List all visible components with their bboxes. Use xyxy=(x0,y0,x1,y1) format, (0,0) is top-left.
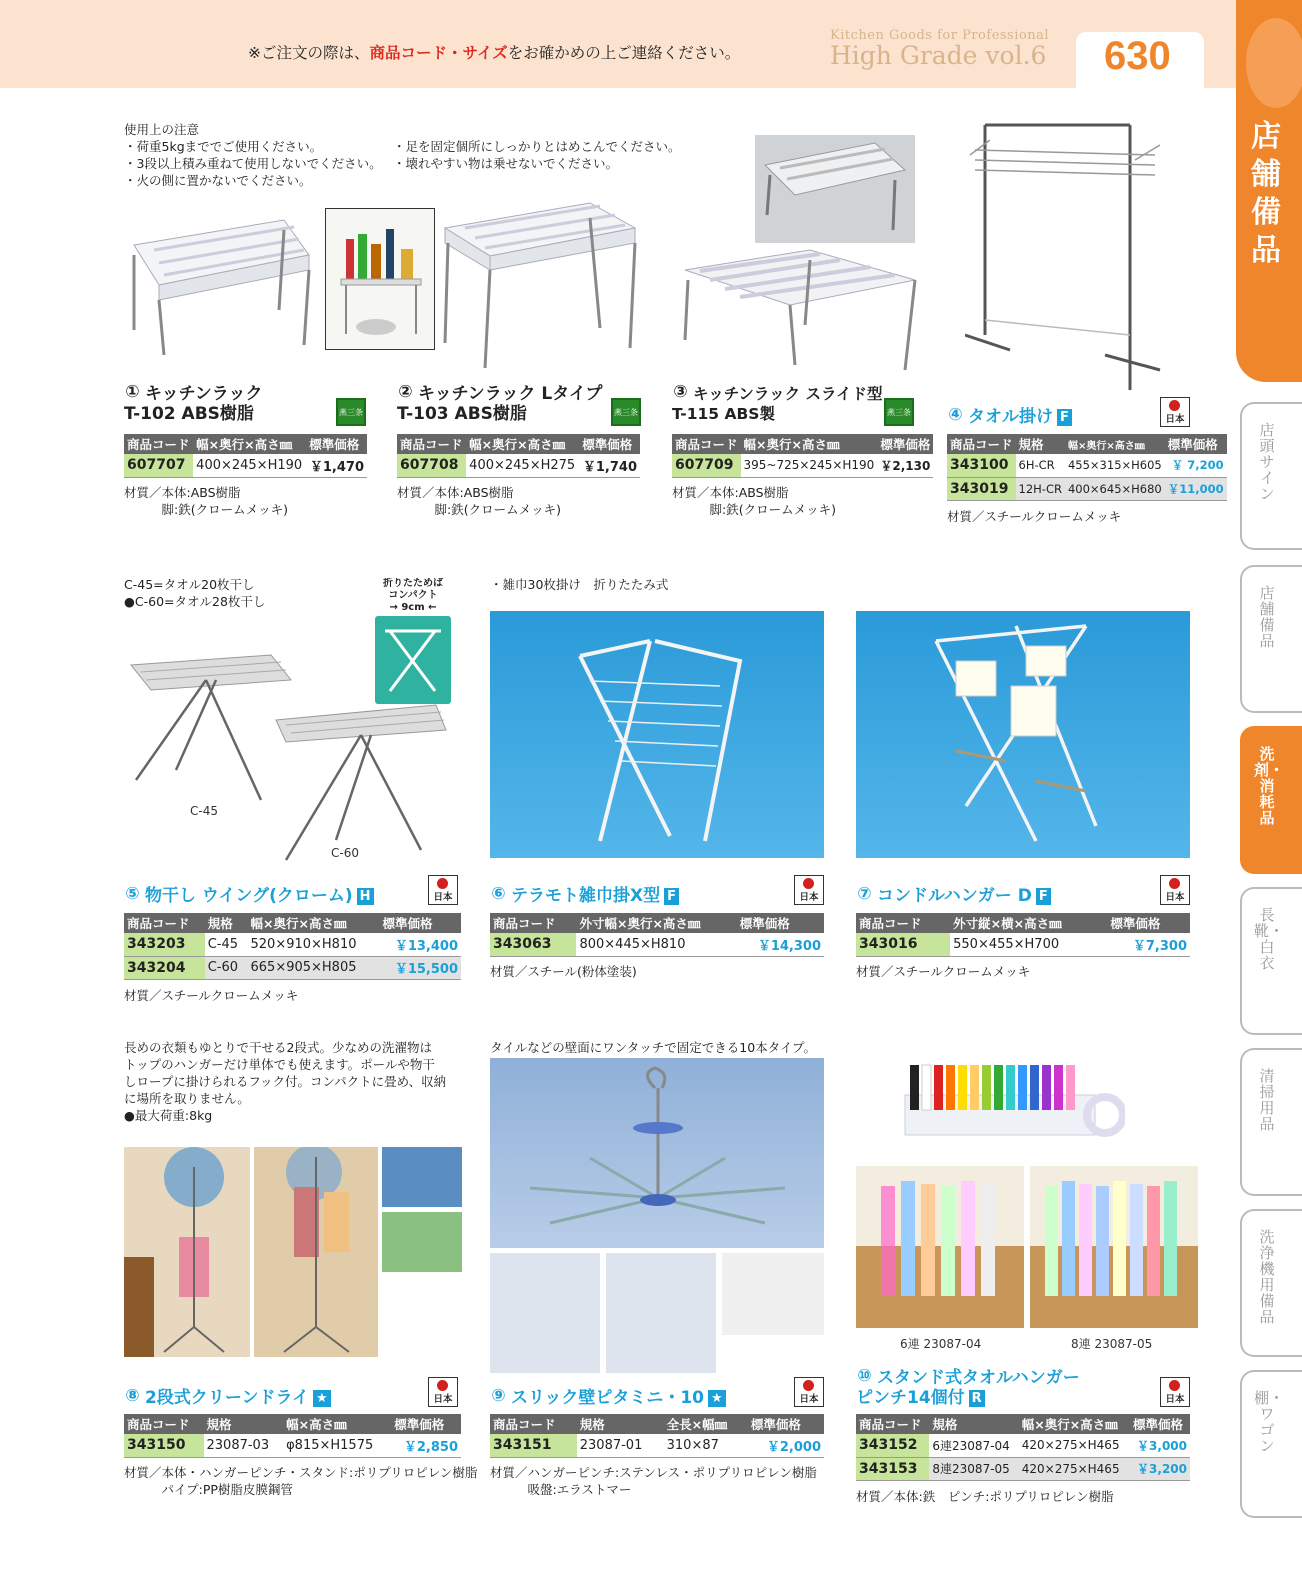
table-row: 343150 23087-03 φ815×H1575 ￥2,850 xyxy=(124,1434,461,1457)
product-9-title: ⑨ スリック壁ピタミニ・10 ★ xyxy=(490,1388,726,1408)
sidebar xyxy=(1236,0,1302,1593)
product-9-material: 材質／ハンガーピンチ:ステンレス・ポリプリロピレン樹脂 吸盤:エラストマー xyxy=(490,1465,817,1497)
tsubame-sanjo-mark-icon: 燕三条 xyxy=(336,398,366,426)
fold-compact-badge: 折りたためば コンパクト → 9cm ← xyxy=(375,578,451,708)
wing-dryer-image xyxy=(126,650,451,870)
table-row: 343100 6H-CR 455×315×H605 ￥ 7,200 xyxy=(947,454,1227,477)
clean-dry-detail-2 xyxy=(382,1212,462,1272)
product-2-material: 材質／本体:ABS樹脂 脚:鉄(クロームメッキ) xyxy=(397,485,561,517)
product-8-material: 材質／本体・ハンガーピンチ・スタンド:ポリプリロピレン樹脂 パイプ:PP樹脂皮膜鋼管 xyxy=(124,1465,478,1497)
towel-8-label: 8連 23087-05 xyxy=(1071,1337,1153,1351)
slide-rack-closed-photo xyxy=(755,135,915,243)
leaf-logo-icon xyxy=(1246,18,1302,108)
product-6-note: ・雑巾30枚掛け 折りたたみ式 xyxy=(490,577,669,592)
table-row: 343019 12H-CR 400×645×H680 ￥11,000 xyxy=(947,477,1227,500)
kitchen-rack-2-image xyxy=(440,198,640,373)
product-7-material: 材質／スチールクロームメッキ xyxy=(856,964,1031,979)
product-4-table: 商品コード 規格 幅×奥行×高さ㎜ 標準価格 343100 6H-CR 455×315×H605 ￥ 7,200 343019 12H-CR 400×645×H680 ￥11,000 xyxy=(947,434,1227,501)
product-1-material: 材質／本体:ABS樹脂 脚:鉄(クロームメッキ) xyxy=(124,485,288,517)
table-row: 607709 395~725×245×H190 ￥2,130 xyxy=(672,454,933,477)
product-4-title: ④ タオル掛け F xyxy=(947,407,1072,427)
table-row: 343153 8連23087-05 420×275×H465 ￥3,200 xyxy=(856,1457,1190,1480)
product-3-table: 商品コード 幅×奥行×高さ㎜ 標準価格 607709 395~725×245×H190 ￥2,130 xyxy=(672,434,933,478)
tsubame-sanjo-mark-icon: 燕三条 xyxy=(884,398,914,426)
japan-flag-icon: 日本 xyxy=(794,875,824,905)
product-8-note: 長めの衣類もゆとりで干せる2段式。少なめの洗濯物は トップのハンガーだけ単体でも使えます。ポールや物干 しロープに掛けられるフック付。コンパクトに畳め、収納 に場所を取りません。 ●最大荷重:8kg xyxy=(124,1040,447,1123)
product-2-table: 商品コード 幅×奥行×高さ㎜ 標準価格 607708 400×245×H275 ￥1,740 xyxy=(397,434,640,478)
table-row: 343203 C-45 520×910×H810 ￥13,400 xyxy=(124,933,461,956)
towel-6-label: 6連 23087-04 xyxy=(900,1337,982,1351)
c60-label: C-60 xyxy=(331,846,359,860)
japan-flag-icon: 日本 xyxy=(794,1377,824,1407)
clean-dry-detail-1 xyxy=(382,1147,462,1207)
sidebar-main-category[interactable] xyxy=(1236,0,1302,382)
caution-note: 使用上の注意 ・荷重5kgまででご使用ください。 ・3段以上積み重ねて使用しないでください。 ・火の側に置かないでください。 xyxy=(124,122,382,188)
product-1-table: 商品コード 幅×奥行×高さ㎜ 標準価格 607707 400×245×H190 ￥1,470 xyxy=(124,434,367,478)
japan-flag-icon: 日本 xyxy=(1160,1377,1190,1407)
slide-rack-open-image xyxy=(680,245,920,375)
product-9-table: 商品コード 規格 全長×幅㎜ 標準価格 343151 23087-01 310×87 ￥2,000 xyxy=(490,1414,824,1458)
tab-shelf-wagon[interactable]: 棚・ワゴン xyxy=(1240,1370,1302,1518)
tab-store-sign[interactable]: 店頭サイン xyxy=(1240,402,1302,550)
tab-detergent[interactable]: 洗剤・消耗品 xyxy=(1240,726,1302,874)
product-10-title: ⑩ スタンド式タオルハンガー ピンチ14個付 R xyxy=(856,1366,1080,1408)
wall-pita-detail-3 xyxy=(722,1253,824,1335)
product-3-title: ③ キッチンラック スライド型 T-115 ABS製 xyxy=(672,382,883,423)
caution-note-right: ・足を固定個所にしっかりとはめこんでください。 ・壊れやすい物は乗せないでください。 xyxy=(393,139,681,171)
product-6-material: 材質／スチール(粉体塗装) xyxy=(490,964,637,979)
kitchen-rack-usage-photo xyxy=(325,208,435,350)
tab-store-equipment[interactable]: 店舗備品 xyxy=(1240,565,1302,713)
table-row: 607707 400×245×H190 ￥1,470 xyxy=(124,454,367,477)
product-1-title: ① キッチンラック T-102 ABS樹脂 xyxy=(124,382,263,424)
tab-dishwasher[interactable]: 洗浄機用備品 xyxy=(1240,1209,1302,1357)
product-6-table: 商品コード 外寸幅×奥行×高さ㎜ 標準価格 343063 800×445×H810 ￥14,300 xyxy=(490,913,824,957)
towel-hanger-6-photo xyxy=(856,1166,1024,1328)
product-5-note: C-45=タオル20枚干し ●C-60=タオル28枚干し xyxy=(124,577,266,609)
product-8-table: 商品コード 規格 幅×高さ㎜ 標準価格 343150 23087-03 φ815×H1575 ￥2,850 xyxy=(124,1414,461,1458)
table-row: 607708 400×245×H275 ￥1,740 xyxy=(397,454,640,477)
clean-dry-photo-1 xyxy=(124,1147,250,1357)
towel-rack-image xyxy=(965,120,1170,405)
x-rack-photo xyxy=(490,611,824,858)
condor-hanger-photo xyxy=(856,611,1190,858)
clean-dry-photo-2 xyxy=(254,1147,378,1357)
japan-flag-icon: 日本 xyxy=(1160,875,1190,905)
table-row: 343063 800×445×H810 ￥14,300 xyxy=(490,933,824,956)
c45-label: C-45 xyxy=(190,804,218,818)
product-6-title: ⑥ テラモト雑巾掛X型 F xyxy=(490,886,679,906)
product-7-title: ⑦ コンドルハンガー D F xyxy=(856,886,1051,906)
page-header xyxy=(0,0,1236,88)
japan-flag-icon: 日本 xyxy=(428,1377,458,1407)
tab-cleaning[interactable]: 清掃用品 xyxy=(1240,1048,1302,1196)
wall-pita-detail-1 xyxy=(490,1253,600,1373)
page-number: 630 xyxy=(1104,34,1171,78)
product-7-table: 商品コード 外寸縦×横×高さ㎜ 標準価格 343016 550×455×H700 ￥7,300 xyxy=(856,913,1190,957)
kitchen-rack-1-image xyxy=(124,215,314,360)
order-note: ※ご注文の際は、商品コード・サイズをお確かめの上ご連絡ください。 xyxy=(248,44,741,62)
table-row: 343151 23087-01 310×87 ￥2,000 xyxy=(490,1434,824,1457)
product-3-material: 材質／本体:ABS樹脂 脚:鉄(クロームメッキ) xyxy=(672,485,836,517)
japan-flag-icon: 日本 xyxy=(428,875,458,905)
product-4-material: 材質／スチールクロームメッキ xyxy=(947,509,1122,524)
towel-hanger-8-photo xyxy=(1030,1166,1198,1328)
product-5-title: ⑤ 物干し ウイング(クローム) H xyxy=(124,886,374,906)
brand-logo: Kitchen Goods for Professional High Grade vol.6 xyxy=(830,28,1049,70)
product-2-title: ② キッチンラック Lタイプ T-103 ABS樹脂 xyxy=(397,382,603,424)
product-8-title: ⑧ 2段式クリーンドライ ★ xyxy=(124,1388,331,1408)
sidebar-main-label: 店舗備品 xyxy=(1251,119,1281,268)
table-row: 343204 C-60 665×905×H805 ￥15,500 xyxy=(124,956,461,979)
japan-flag-icon: 日本 xyxy=(1160,397,1190,427)
product-5-material: 材質／スチールクロームメッキ xyxy=(124,988,299,1003)
table-row: 343152 6連23087-04 420×275×H465 ￥3,000 xyxy=(856,1434,1190,1457)
product-5-table: 商品コード 規格 幅×奥行×高さ㎜ 標準価格 343203 C-45 520×910×H810 ￥13,400 343204 C-60 665×905×H805 ￥15,500 xyxy=(124,913,461,980)
product-10-material: 材質／本体:鉄 ピンチ:ポリプリロピレン樹脂 xyxy=(856,1489,1114,1504)
product-10-table: 商品コード 規格 幅×奥行×高さ㎜ 標準価格 343152 6連23087-04 420×275×H465 ￥3,000 343153 8連23087-05 420×275×H465 ￥3,200 xyxy=(856,1414,1190,1481)
table-row: 343016 550×455×H700 ￥7,300 xyxy=(856,933,1190,956)
tsubame-sanjo-mark-icon: 燕三条 xyxy=(611,398,641,426)
wall-pita-photo xyxy=(490,1058,824,1248)
pinch-hanger-image xyxy=(900,1040,1125,1150)
product-9-note: タイルなどの壁面にワンタッチで固定できる10本タイプ。 xyxy=(490,1040,817,1055)
wall-pita-detail-2 xyxy=(606,1253,716,1373)
tab-boots-uniform[interactable]: 長靴・白衣 xyxy=(1240,887,1302,1035)
